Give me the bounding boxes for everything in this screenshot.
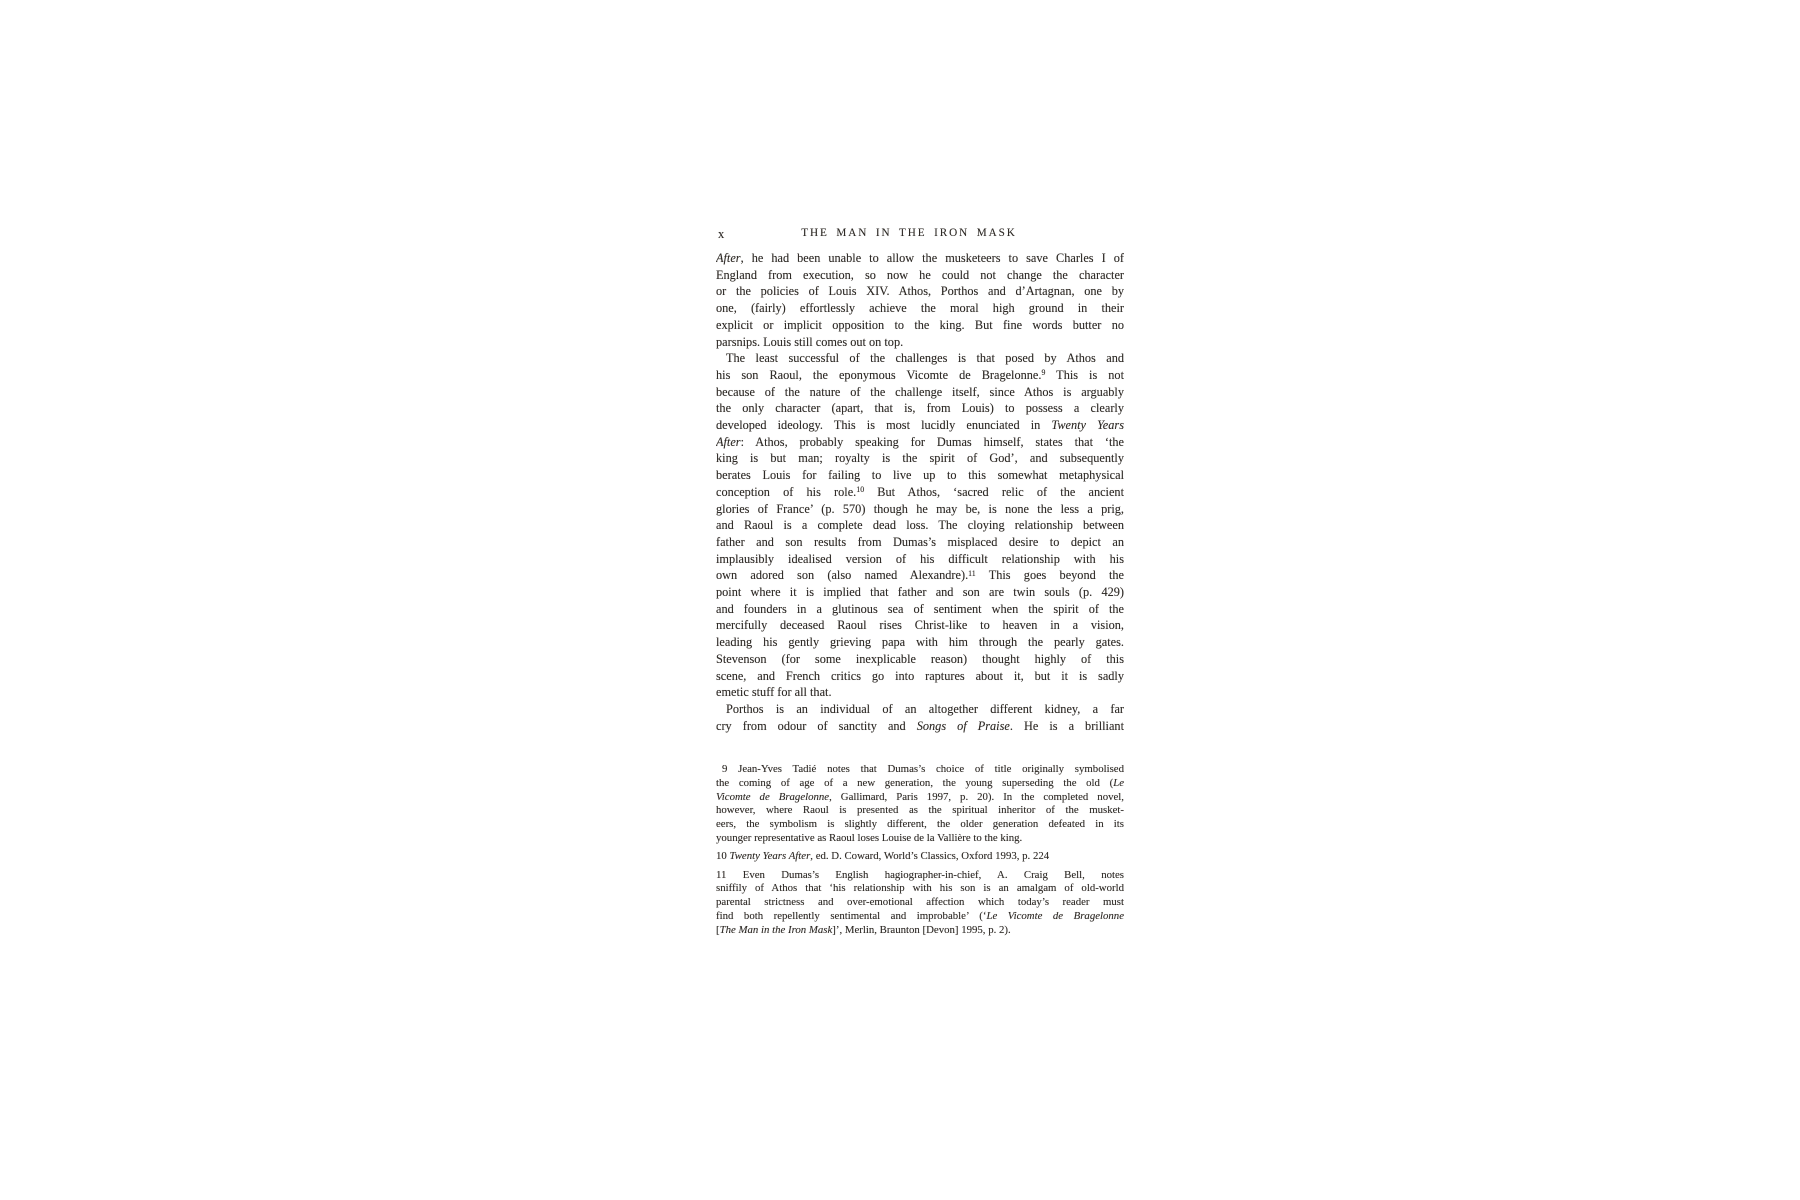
page-number: x bbox=[718, 227, 725, 241]
text-segment: king is but man; royalty is the spirit of God’, and subsequently bbox=[716, 451, 1124, 466]
text-line bbox=[716, 384, 1124, 401]
text-segment: , he had been unable to allow the musketeers to save Charles I of bbox=[740, 251, 1124, 265]
text-segment: cry from odour of sanctity and bbox=[716, 718, 917, 733]
text-line bbox=[716, 300, 1124, 317]
text-line bbox=[716, 924, 1124, 938]
text-segment: , Gallimard, Paris 1997, p. 20). In the completed novel, bbox=[829, 790, 1124, 803]
text-line bbox=[716, 584, 1124, 601]
text-line bbox=[716, 551, 1124, 568]
text-line bbox=[716, 350, 1124, 367]
text-segment: 9 Jean-Yves Tadié notes that Dumas’s choice of title originally symbolised bbox=[722, 763, 1124, 775]
text-line bbox=[716, 804, 1124, 818]
text-segment: Vicomte de Bragelonne bbox=[716, 790, 830, 803]
text-segment: The Man in the Iron Mask bbox=[719, 923, 833, 936]
text-segment: because of the nature of the challenge itself, since Athos is arguably bbox=[716, 384, 1124, 399]
text-segment: This is not bbox=[1045, 367, 1124, 382]
text-line bbox=[716, 601, 1124, 618]
text-segment: Le bbox=[1113, 776, 1124, 789]
text-segment: Twenty Years After bbox=[729, 850, 811, 863]
paragraph bbox=[716, 701, 1124, 734]
running-head-title: THE MAN IN THE IRON MASK bbox=[801, 227, 1017, 239]
text-line bbox=[716, 832, 1124, 846]
text-segment: , ed. D. Coward, World’s Classics, Oxford 1993, p. 224 bbox=[810, 850, 1050, 863]
text-segment: the only character (apart, that is, from Louis) to possess a clearly bbox=[716, 401, 1124, 416]
text-line bbox=[716, 283, 1124, 300]
text-line bbox=[716, 501, 1124, 518]
text-segment: father and son results from Dumas’s misplaced desire to depict an bbox=[716, 534, 1124, 549]
text-segment: [ bbox=[716, 923, 720, 936]
text-line bbox=[716, 651, 1124, 668]
text-line bbox=[716, 701, 1124, 718]
text-segment: the coming of age of a new generation, the young superseding the old ( bbox=[716, 776, 1114, 789]
body-text bbox=[716, 250, 1124, 734]
text-segment: : Athos, probably speaking for Dumas himself, states that ‘the bbox=[740, 434, 1124, 449]
text-segment: Songs of Praise bbox=[916, 718, 1010, 733]
text-line bbox=[716, 617, 1124, 634]
text-segment: mercifully deceased Raoul rises Christ-like to heaven in a vision, bbox=[716, 618, 1124, 633]
text-segment: one, (fairly) effortlessly achieve the moral high ground in their bbox=[716, 301, 1124, 316]
text-segment: explicit or implicit opposition to the king. But fine words butter no bbox=[716, 317, 1124, 332]
text-segment: berates Louis for failing to live up to this somewhat metaphysical bbox=[716, 468, 1124, 483]
text-line bbox=[716, 467, 1124, 484]
text-line bbox=[716, 367, 1124, 384]
text-segment: own adored son (also named Alexandre). bbox=[716, 568, 969, 583]
text-line bbox=[716, 317, 1124, 334]
footnote bbox=[716, 763, 1124, 846]
text-segment: conception of his role. bbox=[716, 484, 857, 499]
text-line bbox=[716, 400, 1124, 417]
text-segment: 10 bbox=[716, 850, 730, 863]
text-segment: Porthos is an individual of an altogether different kidney, a far bbox=[726, 701, 1124, 716]
text-segment: ]’, Merlin, Braunton [Devon] 1995, p. 2). bbox=[832, 923, 1011, 936]
text-segment: Twenty Years bbox=[1051, 418, 1124, 433]
text-line bbox=[716, 634, 1124, 651]
text-line bbox=[716, 763, 1124, 777]
text-segment: leading his gently grieving papa with him through the pearly gates. bbox=[716, 635, 1124, 650]
text-line bbox=[716, 434, 1124, 451]
text-line bbox=[716, 567, 1124, 584]
text-segment: his son Raoul, the eponymous Vicomte de Bragelonne. bbox=[716, 367, 1042, 382]
text-line bbox=[716, 684, 1124, 701]
footnote bbox=[716, 850, 1124, 864]
footnote-reference: 10 bbox=[856, 485, 865, 495]
text-line bbox=[716, 450, 1124, 467]
text-line bbox=[716, 334, 1124, 351]
text-segment: find both repellently sentimental and improbable’ (‘ bbox=[716, 909, 987, 922]
text-segment: parsnips. Louis still comes out on top. bbox=[716, 334, 904, 349]
text-segment: But Athos, ‘sacred relic of the ancient bbox=[864, 484, 1124, 499]
text-segment: and Raoul is a complete dead loss. The cloying relationship between bbox=[716, 518, 1124, 533]
text-line bbox=[716, 910, 1124, 924]
text-segment: glories of France’ (p. 570) though he may be, is none the less a prig, bbox=[716, 501, 1124, 516]
text-segment: point where it is implied that father and son are twin souls (p. 429) bbox=[716, 585, 1124, 600]
text-segment: developed ideology. This is most lucidly enunciated in bbox=[716, 418, 1052, 433]
text-segment: sniffily of Athos that ‘his relationship with his son is an amalgam of old-world bbox=[716, 882, 1124, 895]
text-segment: This goes beyond the bbox=[975, 568, 1124, 583]
text-line bbox=[716, 250, 1124, 267]
text-line bbox=[716, 791, 1124, 805]
text-line bbox=[716, 668, 1124, 685]
text-line bbox=[716, 777, 1124, 791]
text-line bbox=[716, 417, 1124, 434]
paragraph bbox=[716, 350, 1124, 701]
footnote-reference: 11 bbox=[968, 568, 976, 578]
footnote-section bbox=[716, 763, 1124, 938]
text-line bbox=[716, 850, 1124, 864]
text-segment: After bbox=[716, 434, 741, 449]
footnote bbox=[716, 869, 1124, 938]
text-segment: however, where Raoul is presented as the spiritual inheritor of the musket- bbox=[716, 804, 1124, 817]
text-segment: After bbox=[716, 251, 741, 265]
text-segment: implausibly idealised version of his difficult relationship with his bbox=[716, 551, 1124, 566]
text-line bbox=[716, 267, 1124, 284]
text-line bbox=[716, 534, 1124, 551]
paragraph bbox=[716, 250, 1124, 350]
text-segment: eers, the symbolism is slightly different, the older generation defeated in its bbox=[716, 818, 1124, 831]
running-head bbox=[716, 226, 1124, 242]
text-segment: . He is a brilliant bbox=[1009, 718, 1124, 733]
text-segment: scene, and French critics go into raptures about it, but it is sadly bbox=[716, 668, 1124, 683]
text-segment: The least successful of the challenges is that posed by Athos and bbox=[726, 351, 1124, 366]
text-segment: or the policies of Louis XIV. Athos, Porthos and d’Artagnan, one by bbox=[716, 284, 1124, 299]
text-segment: Le Vicomte de Bragelonne bbox=[986, 909, 1124, 922]
footnote-reference: 9 bbox=[1041, 368, 1046, 378]
text-line bbox=[716, 718, 1124, 735]
text-segment: parental strictness and over-emotional affection which today’s reader must bbox=[716, 896, 1124, 909]
text-line bbox=[716, 896, 1124, 910]
text-line bbox=[716, 818, 1124, 832]
text-line bbox=[716, 869, 1124, 883]
text-segment: emetic stuff for all that. bbox=[716, 685, 832, 700]
text-segment: Stevenson (for some inexplicable reason) thought highly of this bbox=[716, 651, 1124, 666]
text-line bbox=[716, 517, 1124, 534]
text-line bbox=[716, 882, 1124, 896]
text-line bbox=[716, 484, 1124, 501]
text-segment: and founders in a glutinous sea of sentiment when the spirit of the bbox=[716, 601, 1124, 616]
text-segment: 11 Even Dumas’s English hagiographer-in-chief, A. Craig Bell, notes bbox=[716, 868, 1124, 881]
text-segment: England from execution, so now he could not change the character bbox=[716, 267, 1124, 282]
text-segment: younger representative as Raoul loses Louise de la Vallière to the king. bbox=[716, 831, 1023, 844]
